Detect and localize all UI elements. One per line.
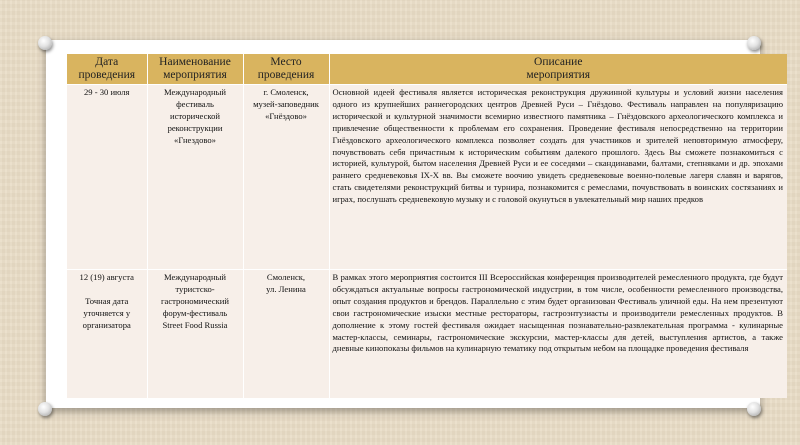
row1-place: г. Смоленск, музей-заповедник «Гнёздово» — [243, 85, 329, 270]
pushpin-icon — [38, 402, 52, 416]
pushpin-icon — [747, 36, 761, 50]
row2-place: Смоленск, ул. Ленина — [243, 270, 329, 399]
row1-description: Основной идеей фестиваля является историческая реконструкция дружинной культуры и условий жизни населения одного из крупнейших раннегородских центров Древней Руси – Гнёздово. Фестиваль направлен на популяризацию исторической и культурной значимости всемирно известного памятника – Гнёздовского археологического комплекса и привлечение общественности к проблемам его сохранения. Проведение фестиваля непосредственно на территории Гнёздовского археологического комплекса позволяет создать для участников и зрителей неповторимую атмосферу, почувствовать себя причастным к историческим событиям далекого прошлого. Здесь Вы сможете познакомиться с историей, культурой, бытом населения Древней Руси и ее соседями – скандинавами, балтами, степняками и др. эпохами раннего средневековья IX-X вв. Вы сможете воочию увидеть средневековые военно-полевые лагеря славян и варягов, стать свидетелями реконструкций битвы и турнира, познакомится с ремеслами, почувствовать в воинских состязаниях и играх, послушать средневековую музыку и с головой окунуться в увлекательный мир наших предков — [329, 85, 787, 270]
header-date: Дата проведения — [67, 54, 147, 85]
pushpin-icon — [38, 36, 52, 50]
row2-description: В рамках этого мероприятия состоится III Всероссийская конференция производителей ремесленного продукта, где будут обсуждаться актуальные вопросы гастрономической индустрии, в том числе, особенности ремесленного производства, опыт создания продуктов и брендов. Параллельно с этим будет организован Фестиваль уличной еды. На нем презентуют свои гастрономические изыски местные рестораторы, гастроэнтузиасты и производители ремесленных продуктов. В дополнение к этому гостей фестиваля ожидает насыщенная познавательно-развлекательная программа - кулинарные мастер-классы, семинары, гастрономические экскурсии, мастер-классы для детей, выступления артистов, а также дневные кинопоказы фильмов на кулинарную тематику под открытым небом на площадке проведения фестиваля — [329, 270, 787, 399]
row2-name: Международный туристско- гастрономический форум-фестиваль Street Food Russia — [147, 270, 243, 399]
row1-name: Международный фестиваль исторической реконструкции «Гнездово» — [147, 85, 243, 270]
row1-date: 29 - 30 июля — [67, 85, 147, 270]
events-table — [67, 54, 787, 398]
table-row — [67, 85, 787, 270]
pushpin-icon — [747, 402, 761, 416]
row2-date: 12 (19) августа Точная дата уточняется у организатора — [67, 270, 147, 399]
header-name: Наименование мероприятия — [147, 54, 243, 85]
header-place: Место проведения — [243, 54, 329, 85]
header-description: Описание мероприятия — [329, 54, 787, 85]
table-row — [67, 270, 787, 399]
events-card — [46, 40, 783, 408]
table-header-row — [67, 54, 787, 85]
